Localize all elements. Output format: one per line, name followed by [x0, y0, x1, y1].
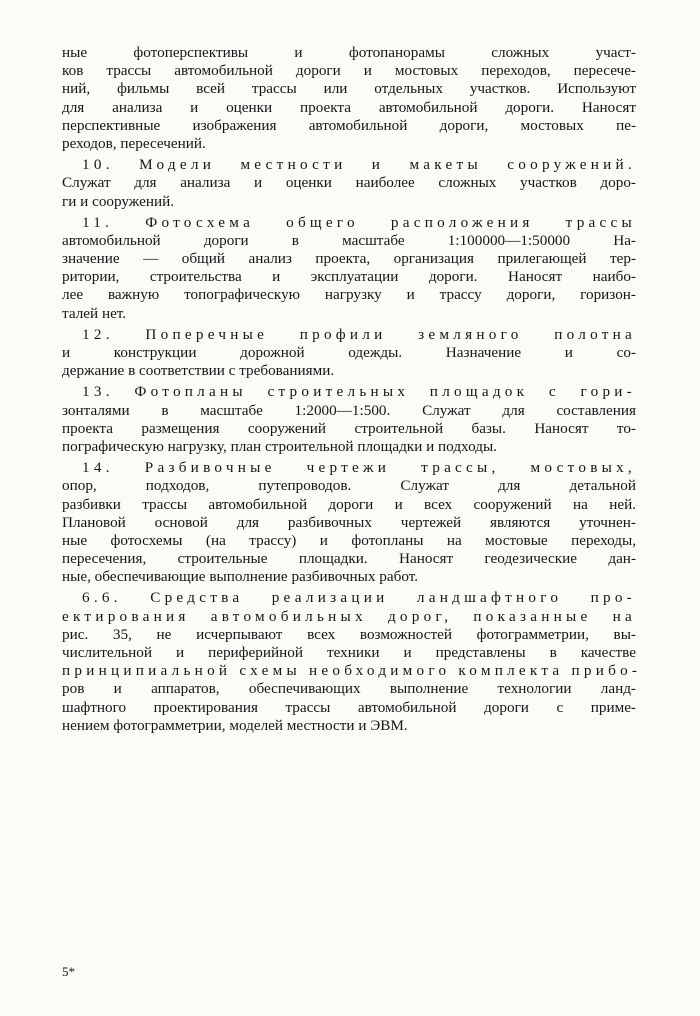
text-line: принципиальной схемы необходимого комплекта прибо- [62, 662, 642, 680]
text-line: держание в соответствии с требованиями. [62, 362, 335, 380]
item-12-heading: 12. Поперечные профили земляного полотна [82, 325, 636, 343]
text-line: перспективные изображения автомобильной дороги, мостовых пе- [62, 116, 636, 134]
item-13-heading: 13. Фотопланы строительных площадок с гори- [82, 383, 636, 401]
text-line: пографическую нагрузку, план строительной площадки и подходы. [62, 437, 497, 455]
text-line: ные, обеспечивающие выполнение разбивочных работ. [62, 568, 419, 586]
text-line: и конструкции дорожной одежды. Назначение и со- [62, 344, 636, 361]
text-line: рис. 35, не исчерпывают всех возможностей фотограмметрии, вы- [62, 625, 636, 643]
text-line: лее важную топографическую нагрузку и трассу дороги, горизон- [62, 286, 636, 304]
text-line: реходов, пересечений. [62, 134, 206, 152]
item-11-heading: 11. Фотосхема общего расположения трассы [82, 213, 636, 231]
text-line: ектирования автомобильных дорог, показанные на [62, 607, 636, 625]
text-line: нением фотограмметрии, моделей местности и ЭВМ. [62, 716, 408, 734]
text-line: Плановой основой для разбивочных чертежей являются уточнен- [62, 513, 636, 531]
text-line: ритории, строительства и эксплуатации дороги. Наносят наибо- [62, 268, 636, 286]
section-6-6-heading: 6.6. Средства реализации ландшафтного про- [82, 589, 636, 607]
text-line: шафтного проектирования трассы автомобильной дороги с приме- [62, 698, 636, 716]
text-line: ные фотоперспективы и фотопанорамы сложных участ- [62, 44, 636, 61]
item-14-heading: 14. Разбивочные чертежи трассы, мостовых, [82, 459, 636, 477]
text-line: Служат для анализа и оценки наиболее сложных участков доро- [62, 174, 636, 192]
text-line: талей нет. [62, 304, 127, 322]
text-line: пересечения, строительные площадки. Наносят геодезические дан- [62, 550, 636, 568]
text-line: автомобильной дороги в масштабе 1:100000—1:50000 На- [62, 231, 636, 249]
text-line: ров и аппаратов, обеспечивающих выполнение технологии ланд- [62, 680, 636, 698]
page-folio: 5* [62, 964, 75, 979]
text-line: ги и сооружений. [62, 192, 175, 210]
body-text [62, 44, 642, 735]
text-line: значение — общий анализ проекта, организация прилегающей тер- [62, 250, 636, 268]
text-line: числительной и периферийной техники и представлены в качестве [62, 644, 636, 661]
text-line: опор, подходов, путепроводов. Служат для детальной [62, 477, 636, 495]
text-line: ний, фильмы всей трассы или отдельных участков. Используют [62, 80, 636, 98]
text-line: проекта размещения сооружений строительной базы. Наносят то- [62, 419, 636, 437]
text-line: ков трассы автомобильной дороги и мостовых переходов, пересече- [62, 62, 636, 80]
text-line: ные фотосхемы (на трассу) и фотопланы на мостовые переходы, [62, 531, 636, 549]
text-line: для анализа и оценки проекта автомобильной дороги. Наносят [62, 98, 636, 116]
text-line: разбивки трассы автомобильной дороги и всех сооружений на ней. [62, 495, 636, 513]
item-10-heading: 10. Модели местности и макеты сооружений. [82, 156, 636, 174]
text-line: зонталями в масштабе 1:2000—1:500. Служат для составления [62, 401, 636, 419]
